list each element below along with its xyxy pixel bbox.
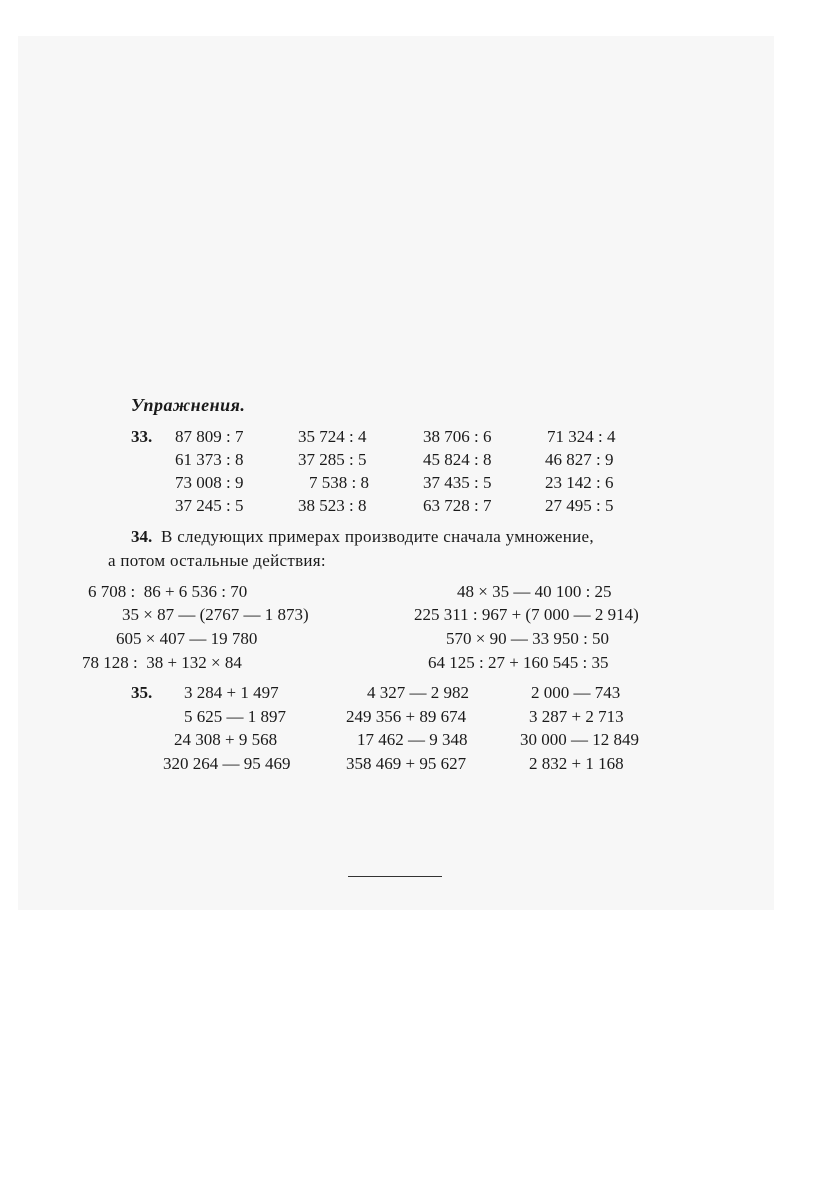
ex35-r4-c1: 320 264 — 95 469 bbox=[163, 754, 291, 773]
ex34-right-2: 225 311 : 967 + (7 000 — 2 914) bbox=[414, 605, 639, 624]
section-divider bbox=[348, 876, 442, 877]
ex34-left-2: 35 × 87 — (2767 — 1 873) bbox=[122, 605, 309, 624]
ex35-r1-c3: 2 000 — 743 bbox=[531, 683, 621, 702]
ex33-r3-c1: 73 008 : 9 bbox=[175, 473, 244, 492]
ex33-r1-c3: 38 706 : 6 bbox=[423, 427, 492, 446]
ex33-r4-c1: 37 245 : 5 bbox=[175, 496, 244, 515]
exercise-33-number: 33. bbox=[131, 427, 153, 446]
exercise-34-number: 34. bbox=[131, 527, 153, 546]
ex33-r1-c4: 71 324 : 4 bbox=[547, 427, 616, 446]
ex35-r4-c2: 358 469 + 95 627 bbox=[346, 754, 467, 773]
ex33-r3-c4: 23 142 : 6 bbox=[545, 473, 614, 492]
exercise-34-instruction-line1: В следующих примерах производите сначала умножение, bbox=[161, 527, 594, 546]
ex33-r2-c1: 61 373 : 8 bbox=[175, 450, 244, 469]
exercise-34-instruction-line2: а потом остальные действия: bbox=[108, 551, 326, 570]
ex33-r1-c1: 87 809 : 7 bbox=[175, 427, 244, 446]
ex34-right-4: 64 125 : 27 + 160 545 : 35 bbox=[428, 653, 609, 672]
ex34-right-3: 570 × 90 — 33 950 : 50 bbox=[446, 629, 610, 648]
ex35-r1-c1: 3 284 + 1 497 bbox=[184, 683, 279, 702]
ex33-r2-c2: 37 285 : 5 bbox=[298, 450, 367, 469]
ex33-r3-c3: 37 435 : 5 bbox=[423, 473, 492, 492]
ex33-r2-c4: 46 827 : 9 bbox=[545, 450, 614, 469]
ex35-r3-c2: 17 462 — 9 348 bbox=[357, 730, 468, 749]
ex33-r2-c3: 45 824 : 8 bbox=[423, 450, 492, 469]
ex33-r4-c3: 63 728 : 7 bbox=[423, 496, 492, 515]
exercise-35-number: 35. bbox=[131, 683, 153, 702]
ex33-r4-c2: 38 523 : 8 bbox=[298, 496, 367, 515]
ex34-left-1: 6 708 : 86 + 6 536 : 70 bbox=[88, 582, 248, 601]
ex35-r3-c3: 30 000 — 12 849 bbox=[520, 730, 639, 749]
ex35-r2-c1: 5 625 — 1 897 bbox=[184, 707, 286, 726]
ex34-left-4: 78 128 : 38 + 132 × 84 bbox=[82, 653, 242, 672]
ex34-right-1: 48 × 35 — 40 100 : 25 bbox=[457, 582, 612, 601]
ex34-left-3: 605 × 407 — 19 780 bbox=[116, 629, 258, 648]
ex35-r4-c3: 2 832 + 1 168 bbox=[529, 754, 624, 773]
section-heading: Упражнения. bbox=[131, 395, 246, 415]
ex35-r1-c2: 4 327 — 2 982 bbox=[367, 683, 469, 702]
page-sheet bbox=[18, 36, 774, 910]
ex35-r2-c2: 249 356 + 89 674 bbox=[346, 707, 467, 726]
ex33-r4-c4: 27 495 : 5 bbox=[545, 496, 614, 515]
ex33-r3-c2: 7 538 : 8 bbox=[309, 473, 369, 492]
ex35-r2-c3: 3 287 + 2 713 bbox=[529, 707, 624, 726]
ex33-r1-c2: 35 724 : 4 bbox=[298, 427, 367, 446]
ex35-r3-c1: 24 308 + 9 568 bbox=[174, 730, 278, 749]
